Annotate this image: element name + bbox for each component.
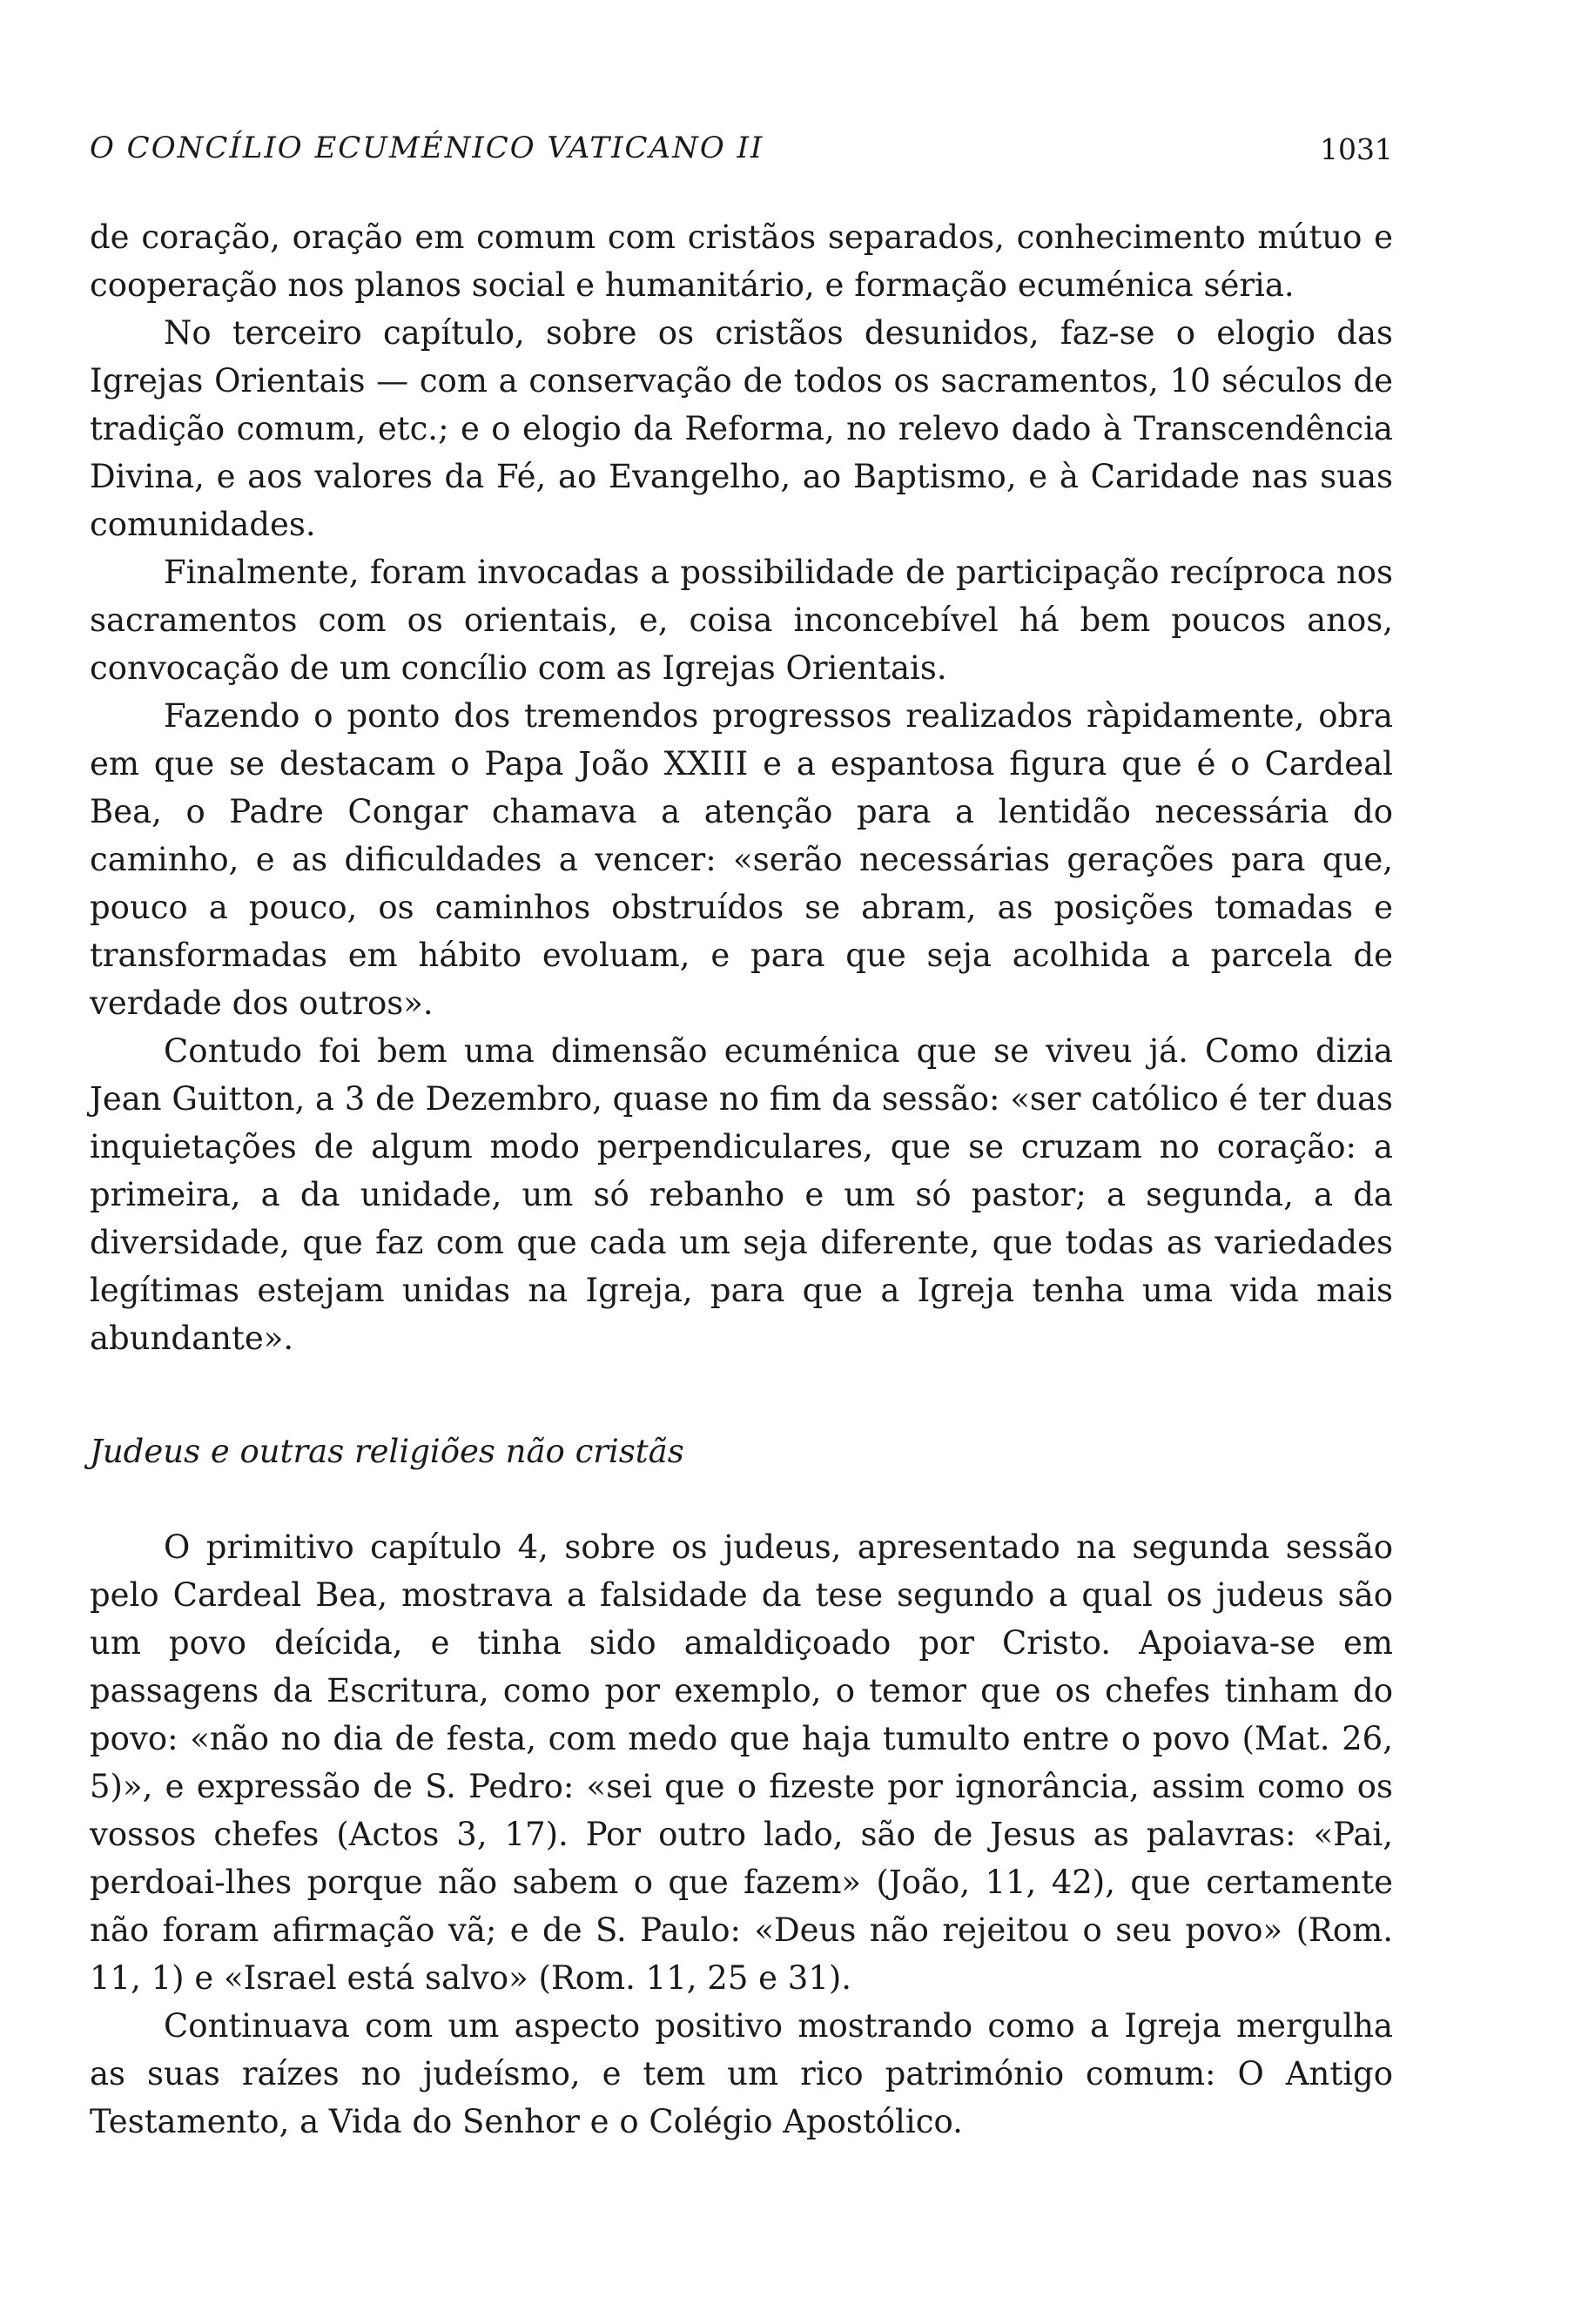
paragraph: No terceiro capítulo, sobre os cristãos desunidos, faz-se o elogio das Igrejas Orientais — com a conservação de todos os sacramentos, 10 séculos de tradição comum, etc.; e o elogio da Reforma, no relevo dado à Transcendência Divina, e aos valores da Fé, ao Evangelho, ao Baptismo, e à Caridade nas suas comunidades. — [90, 314, 1393, 543]
body-text — [90, 213, 1393, 1362]
paragraph: Finalmente, foram invocadas a possibilidade de participação recíproca nos sacramentos com os orientais, e, coisa inconcebível há bem poucos anos, convocação de um concílio com as Igrejas Orientais. — [90, 554, 1393, 687]
paragraph: Contudo foi bem uma dimensão ecuménica que se viveu já. Como dizia Jean Guitton, a 3 de Dezembro, quase no fim da sessão: «ser católico é ter duas inquietações de algum modo perpendiculares, que se cruzam no coração: a primeira, a da unidade, um só rebanho e um só pastor; a segunda, a da diversidade, que faz com que cada um seja diferente, que todas as variedades legítimas estejam unidas na Igreja, para que a Igreja tenha uma vida mais abundante». — [90, 1032, 1393, 1357]
paragraph: Fazendo o ponto dos tremendos progressos realizados ràpidamente, obra em que se destacam o Papa João XXIII e a espantosa figura que é o Cardeal Bea, o Padre Congar chamava a atenção para a lentidão necessária do caminho, e as dificuldades a vencer: «serão necessárias gerações para que, pouco a pouco, os caminhos obstruídos se abram, as posições tomadas e transformadas em hábito evoluam, e para que seja acolhida a parcela de verdade dos outros». — [90, 697, 1393, 1022]
running-title: O CONCÍLIO ECUMÉNICO VATICANO II — [90, 131, 764, 165]
page-number: 1031 — [1320, 132, 1393, 166]
paragraph: Continuava com um aspecto positivo mostrando como a Igreja mergulha as suas raízes no judeísmo, e tem um rico património comum: O Antigo Testamento, a Vida do Senhor e o Colégio Apostólico. — [90, 2007, 1393, 2140]
section-heading: Judeus e outras religiões não cristãs — [90, 1433, 684, 1470]
paragraph: O primitivo capítulo 4, sobre os judeus, apresentado na segunda sessão pelo Cardeal Bea, mostrava a falsidade da tese segundo a qual os judeus são um povo deícida, e tinha sido amaldiçoado por Cristo. Apoiava-se em passagens da Escritura, como por exemplo, o temor que os chefes tinham do povo: «não no dia de festa, com medo que haja tumulto entre o povo (Mat. 26, 5)», e expressão de S. Pedro: «sei que o fizeste por ignorância, assim como os vossos chefes (Actos 3, 17). Por outro lado, são de Jesus as palavras: «Pai, perdoai-lhes porque não sabem o que fazem» (João, 11, 42), que certamente não foram afirmação vã; e de S. Paulo: «Deus não rejeitou o seu povo» (Rom. 11, 1) e «Israel está salvo» (Rom. 11, 25 e 31). — [90, 1528, 1393, 1997]
paragraph-continuation: de coração, oração em comum com cristãos separados, conhecimento mútuo e cooperação nos planos social e humanitário, e formação ecuménica séria. — [90, 218, 1393, 304]
section-body-text — [90, 1523, 1393, 2146]
